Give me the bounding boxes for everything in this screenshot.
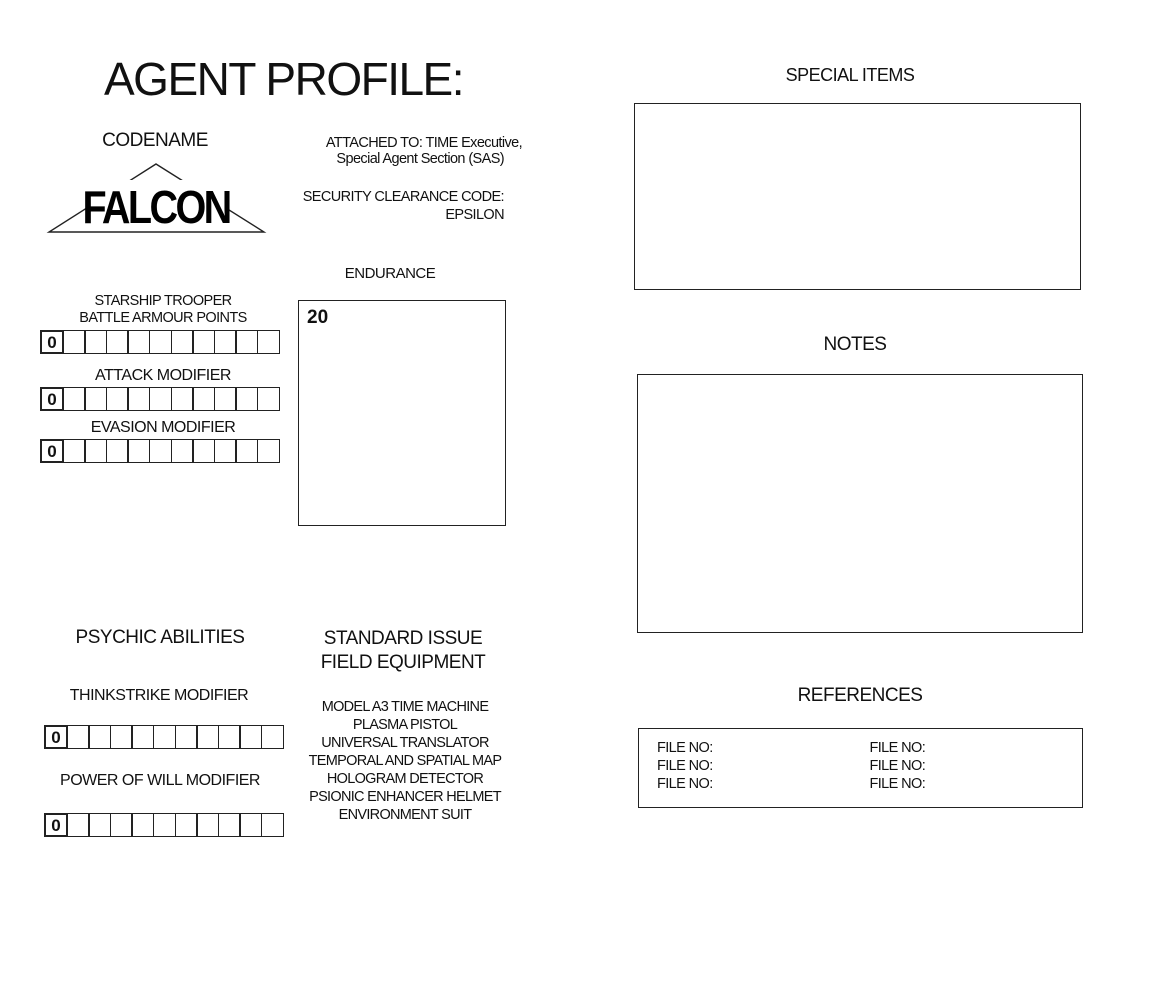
track-cell[interactable] [149,439,172,463]
codename-emblem [46,160,268,236]
track-cell[interactable] [63,439,86,463]
thinkstrike-value[interactable]: 0 [44,725,68,749]
battle-armour-value[interactable]: 0 [40,330,64,354]
track-cell[interactable] [67,725,90,749]
equipment-heading-line1: STANDARD ISSUE [323,628,483,649]
file-no-field[interactable]: FILE NO: [657,740,713,756]
track-cell[interactable] [67,813,90,837]
thinkstrike-label: THINKSTRIKE MODIFIER [69,687,249,704]
equipment-item: PLASMA PISTOL [352,717,458,733]
attached-line1: ATTACHED TO: TIME Executive, [325,135,522,151]
equipment-item: ENVIRONMENT SUIT [338,807,472,823]
file-no-field[interactable]: FILE NO: [869,740,926,756]
evasion-modifier-track [40,439,280,463]
battle-armour-track [40,330,280,354]
track-cell[interactable] [235,387,258,411]
attack-modifier-track [40,387,280,411]
endurance-box[interactable] [298,300,506,526]
track-cell[interactable] [84,439,107,463]
track-cell[interactable] [63,387,86,411]
track-cell[interactable] [239,813,262,837]
endurance-label: ENDURANCE [344,265,436,282]
attack-modifier-label: ATTACK MODIFIER [95,367,231,384]
psychic-heading: PSYCHIC ABILITIES [75,627,245,648]
file-no-field[interactable]: FILE NO: [869,758,926,774]
power-of-will-label: POWER OF WILL MODIFIER [60,772,260,789]
track-cell[interactable] [84,387,107,411]
track-cell[interactable] [192,439,215,463]
special-items-label: SPECIAL ITEMS [785,65,915,85]
file-no-field[interactable]: FILE NO: [657,758,713,774]
track-cell[interactable] [257,387,280,411]
notes-label: NOTES [823,334,887,355]
track-cell[interactable] [218,725,241,749]
track-cell[interactable] [171,330,194,354]
file-no-field[interactable]: FILE NO: [657,776,713,792]
security-line1: SECURITY CLEARANCE CODE: [302,189,504,205]
track-cell[interactable] [261,813,284,837]
track-cell[interactable] [257,330,280,354]
track-cell[interactable] [149,330,172,354]
track-cell[interactable] [196,725,219,749]
track-cell[interactable] [110,725,133,749]
reference-row [657,757,1082,775]
reference-row [657,739,1082,757]
track-cell[interactable] [153,725,176,749]
references-box[interactable] [638,728,1083,808]
track-cell[interactable] [84,330,107,354]
battle-armour-line1: STARSHIP TROOPER [94,293,232,309]
power-of-will-value[interactable]: 0 [44,813,68,837]
equipment-item: TEMPORAL AND SPATIAL MAP [308,753,502,769]
file-no-field[interactable]: FILE NO: [869,776,926,792]
track-cell[interactable] [192,387,215,411]
track-cell[interactable] [175,813,198,837]
codename-label: CODENAME [102,130,208,151]
track-cell[interactable] [88,813,111,837]
track-cell[interactable] [127,330,150,354]
track-cell[interactable] [63,330,86,354]
track-cell[interactable] [171,439,194,463]
evasion-modifier-label: EVASION MODIFIER [90,419,236,436]
track-cell[interactable] [127,387,150,411]
track-cell[interactable] [106,439,129,463]
attack-modifier-value[interactable]: 0 [40,387,64,411]
track-cell[interactable] [131,725,154,749]
attached-line2: Special Agent Section (SAS) [336,151,504,167]
track-cell[interactable] [131,813,154,837]
track-cell[interactable] [218,813,241,837]
power-of-will-track [44,813,284,837]
track-cell[interactable] [239,725,262,749]
track-cell[interactable] [149,387,172,411]
codename-value: FALCON [82,182,230,234]
track-cell[interactable] [192,330,215,354]
equipment-item: MODEL A3 TIME MACHINE [321,699,489,715]
notes-box[interactable] [637,374,1083,633]
track-cell[interactable] [214,387,237,411]
references-label: REFERENCES [797,685,923,706]
track-cell[interactable] [88,725,111,749]
track-cell[interactable] [257,439,280,463]
track-cell[interactable] [153,813,176,837]
track-cell[interactable] [175,725,198,749]
track-cell[interactable] [196,813,219,837]
track-cell[interactable] [110,813,133,837]
track-cell[interactable] [127,439,150,463]
thinkstrike-track [44,725,284,749]
track-cell[interactable] [214,439,237,463]
endurance-value: 20 [307,307,329,328]
track-cell[interactable] [214,330,237,354]
track-cell[interactable] [106,330,129,354]
reference-row [657,775,1082,793]
equipment-heading-line2: FIELD EQUIPMENT [320,652,486,673]
track-cell[interactable] [235,439,258,463]
track-cell[interactable] [171,387,194,411]
track-cell[interactable] [235,330,258,354]
evasion-modifier-value[interactable]: 0 [40,439,64,463]
equipment-item: UNIVERSAL TRANSLATOR [321,735,489,751]
equipment-item: PSIONIC ENHANCER HELMET [309,789,501,805]
special-items-box[interactable] [634,103,1081,290]
equipment-list [285,698,525,824]
track-cell[interactable] [106,387,129,411]
battle-armour-line2: BATTLE ARMOUR POINTS [79,310,247,326]
equipment-item: HOLOGRAM DETECTOR [326,771,484,787]
page-title: AGENT PROFILE: [104,53,464,105]
track-cell[interactable] [261,725,284,749]
security-code: EPSILON [445,207,504,223]
